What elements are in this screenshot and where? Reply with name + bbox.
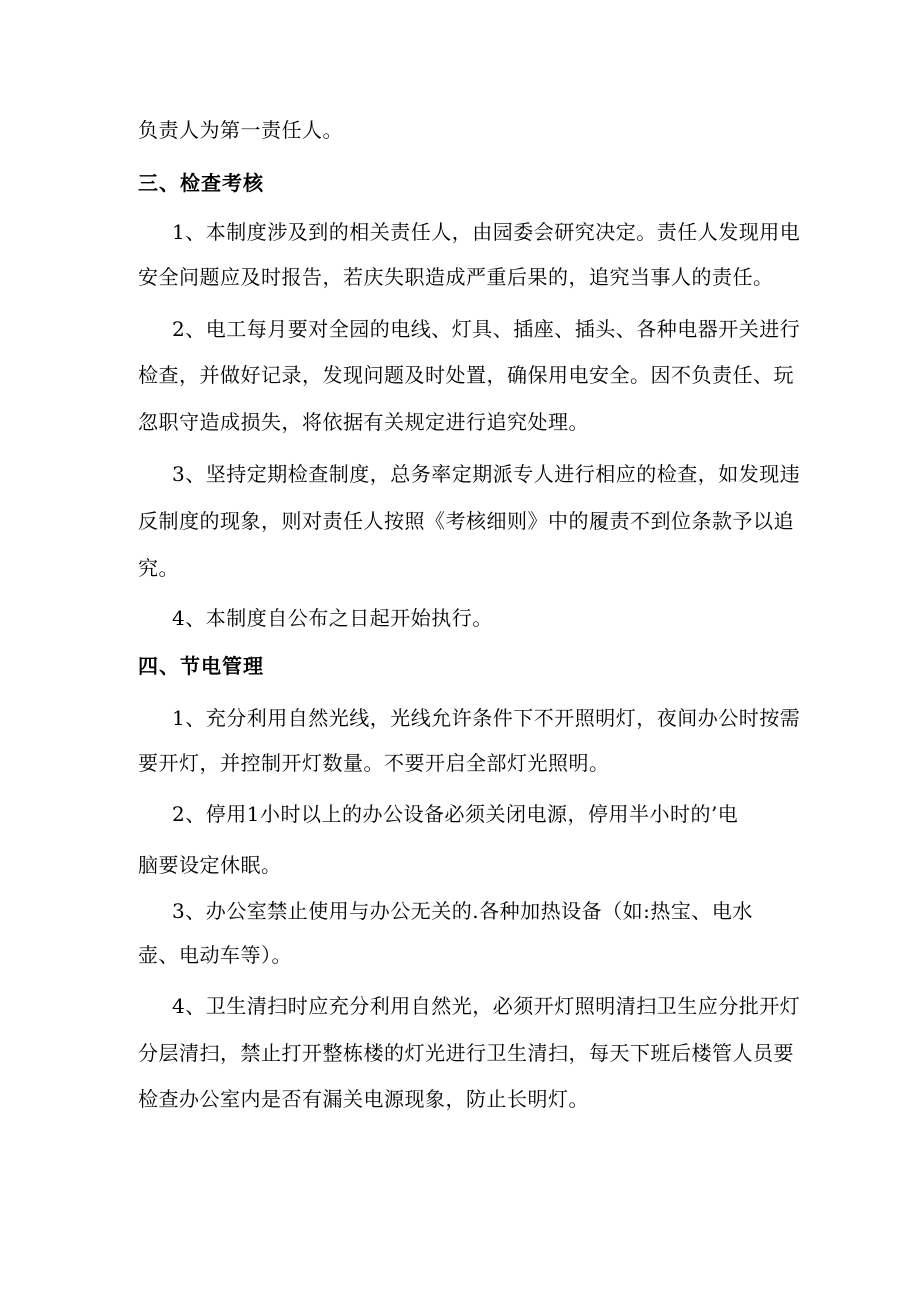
paragraph-line: 2、停用1小时以上的办公设备必须关闭电源，停用半小时的’电 xyxy=(172,802,739,826)
paragraph-line: 3、坚持定期检查制度，总务率定期派专人进行相应的检查，如发现违 xyxy=(172,462,801,486)
paragraph-line: 分层清扫，禁止打开整栋楼的灯光进行卫生清扫，每天下班后楼管人员要 xyxy=(138,1041,794,1065)
paragraph-line: 检查办公室内是否有漏关电源现象，防止长明灯。 xyxy=(138,1087,589,1111)
paragraph-line: 反制度的现象，则对责任人按照《考核细则》中的履责不到位条款予以追 xyxy=(138,509,794,533)
paragraph-line: 1、充分利用自然光线，光线允许条件下不开照明灯，夜间办公时按需 xyxy=(172,706,801,730)
paragraph-line: 检查，并做好记录，发现问题及时处置，确保用电安全。因不负责任、玩 xyxy=(138,363,794,387)
paragraph-line: 2、电工每月要对全园的电线、灯具、插座、插头、各种电器开关进行 xyxy=(172,317,801,341)
paragraph-line: 1、本制度涉及到的相关责任人，由园委会研究决定。责任人发现用电 xyxy=(172,220,801,244)
paragraph-line: 3、办公室禁止使用与办公无关的.各种加热设备（如:热宝、电水 xyxy=(172,899,753,923)
section-heading-power-saving: 四、节电管理 xyxy=(138,654,264,678)
paragraph-line: 究。 xyxy=(138,556,179,580)
intro-line: 负责人为第一责任人。 xyxy=(138,118,343,142)
paragraph-line: 安全问题应及时报告，若庆失职造成严重后果的，追究当事人的责任。 xyxy=(138,265,774,289)
section-heading-inspection: 三、检查考核 xyxy=(138,171,264,195)
paragraph-line: 忽职守造成损失，将依据有关规定进行追究处理。 xyxy=(138,410,589,434)
paragraph-line: 4、本制度自公布之日起开始执行。 xyxy=(172,606,493,630)
paragraph-line: 壶、电动车等）。 xyxy=(138,943,292,967)
paragraph-line: 要开灯，并控制开灯数量。不要开启全部灯光照明。 xyxy=(138,751,610,775)
paragraph-line: 脑要设定休眠。 xyxy=(138,853,282,877)
paragraph-line: 4、卫生清扫时应充分利用自然光，必须开灯照明清扫卫生应分批开灯 xyxy=(172,994,801,1018)
